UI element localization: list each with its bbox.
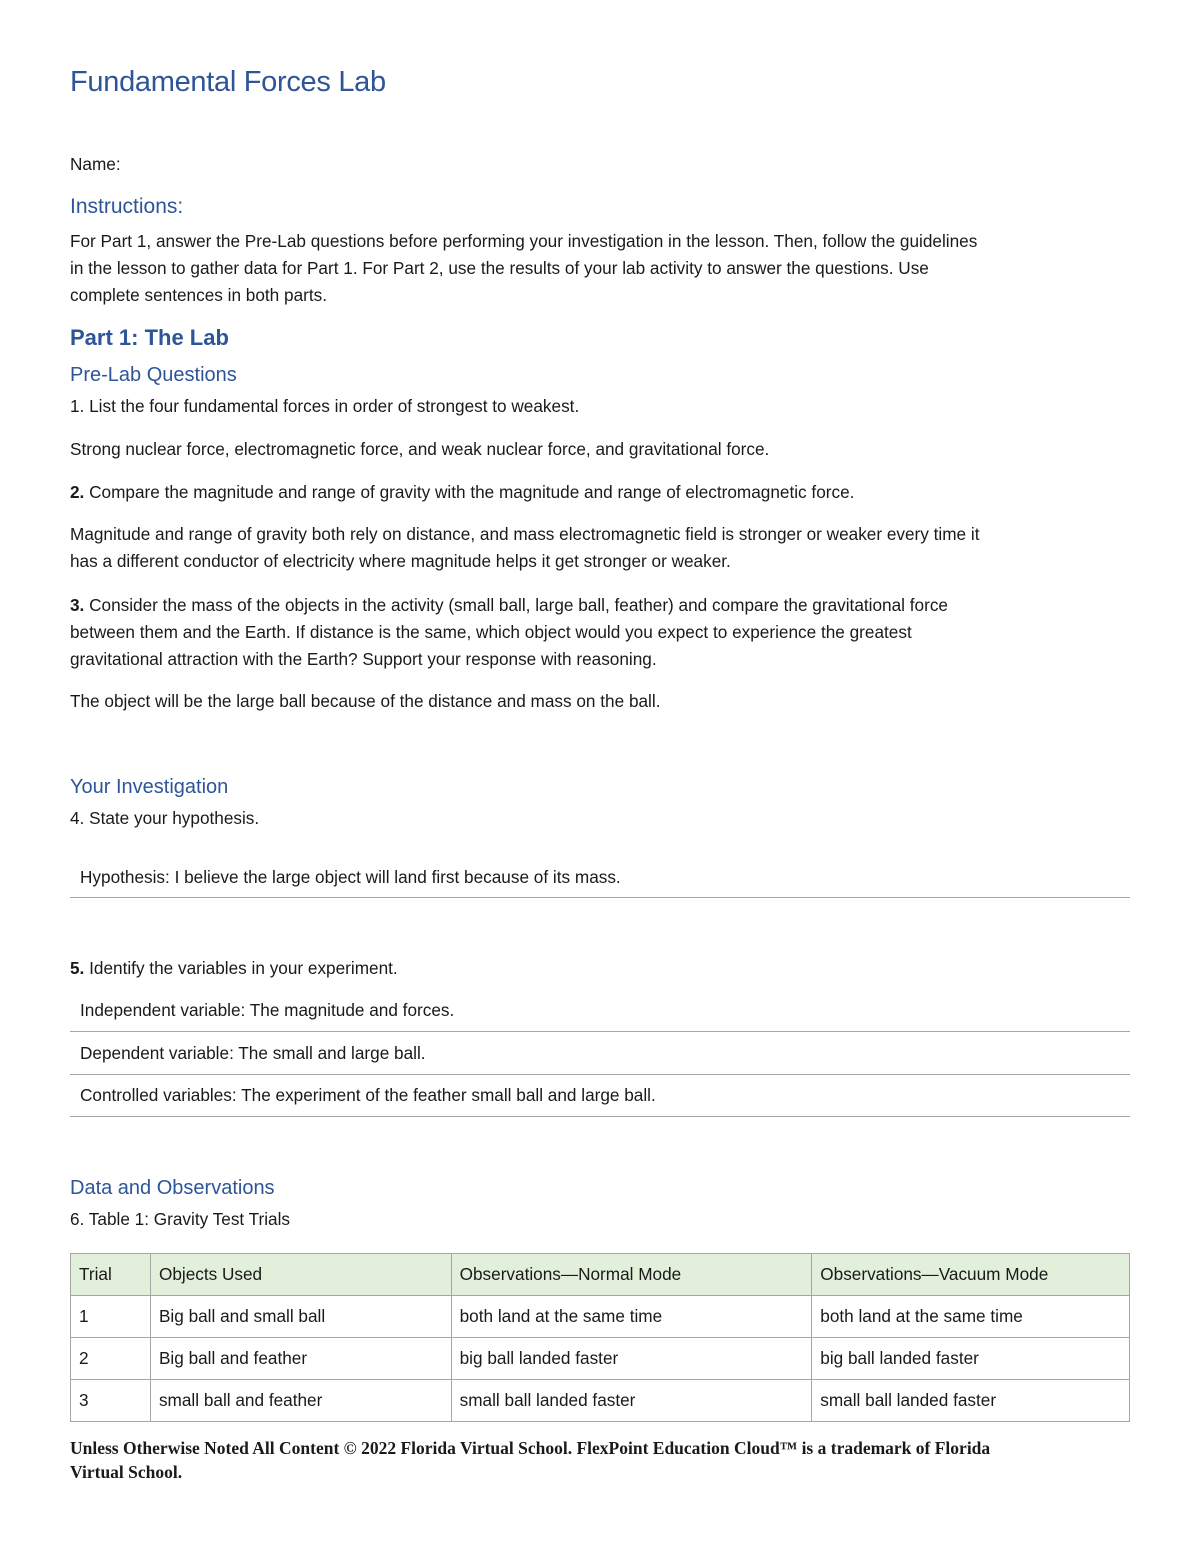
table-cell[interactable]: big ball landed faster: [451, 1338, 812, 1380]
footer-line: Virtual School.: [70, 1462, 183, 1482]
question-text: Consider the mass of the objects in the activity (small ball, large ball, feather) and compare the gravitational force: [84, 595, 948, 615]
question-2: [70, 479, 854, 506]
controlled-variables-field[interactable]: Controlled variables: The experiment of the feather small ball and large ball.: [70, 1082, 1130, 1117]
copyright-footer: [70, 1436, 1110, 1484]
table-cell[interactable]: Big ball and feather: [150, 1338, 451, 1380]
instructions-text: [70, 228, 1140, 309]
question-text: between them and the Earth. If distance is the same, which object would you expect to experience the greatest: [70, 622, 912, 642]
question-5: [70, 955, 398, 982]
table-row: [71, 1380, 1130, 1422]
page-title: Fundamental Forces Lab: [70, 66, 386, 98]
table-cell[interactable]: both land at the same time: [812, 1296, 1130, 1338]
table-cell[interactable]: Big ball and small ball: [150, 1296, 451, 1338]
table-cell[interactable]: 1: [71, 1296, 151, 1338]
dependent-variable-field[interactable]: Dependent variable: The small and large ball.: [70, 1040, 1130, 1075]
data-heading: Data and Observations: [70, 1177, 275, 1199]
name-label: Name:: [70, 154, 121, 174]
table-cell[interactable]: both land at the same time: [451, 1296, 812, 1338]
part1-heading: Part 1: The Lab: [70, 325, 229, 350]
table-row: [71, 1338, 1130, 1380]
table-cell[interactable]: small ball landed faster: [812, 1380, 1130, 1422]
answer-2: [70, 521, 1140, 575]
instructions-line: For Part 1, answer the Pre-Lab questions before performing your investigation in the lesson. Then, follow the guidelines: [70, 231, 978, 251]
header-trial: Trial: [71, 1254, 151, 1296]
question-text: gravitational attraction with the Earth? Support your response with reasoning.: [70, 649, 657, 669]
hypothesis-field[interactable]: Hypothesis: I believe the large object will land first because of its mass.: [70, 864, 1130, 898]
table-caption: 6. Table 1: Gravity Test Trials: [70, 1209, 291, 1229]
question-text: Compare the magnitude and range of gravity with the magnitude and range of electromagnetic force.: [84, 482, 855, 502]
question-text: Identify the variables in your experiment.: [84, 958, 398, 978]
table-cell[interactable]: small ball and feather: [150, 1380, 451, 1422]
question-number: 5.: [70, 958, 85, 978]
investigation-heading: Your Investigation: [70, 776, 229, 798]
table-row: [71, 1296, 1130, 1338]
instructions-heading: Instructions:: [70, 195, 184, 218]
question-number: 3.: [70, 595, 85, 615]
table-cell[interactable]: small ball landed faster: [451, 1380, 812, 1422]
prelab-heading: Pre-Lab Questions: [70, 364, 237, 386]
table-cell[interactable]: 2: [71, 1338, 151, 1380]
independent-variable-field[interactable]: Independent variable: The magnitude and forces.: [70, 997, 1130, 1032]
instructions-line: in the lesson to gather data for Part 1. For Part 2, use the results of your lab activity to answer the questions. Use: [70, 258, 929, 278]
question-3: [70, 592, 1140, 673]
answer-line: Magnitude and range of gravity both rely on distance, and mass electromagnetic field is stronger or weaker every time it: [70, 524, 980, 544]
footer-line: Unless Otherwise Noted All Content © 2022 Florida Virtual School. FlexPoint Education Cloud™ is a trademark of Florida: [70, 1438, 991, 1458]
question-number: 2.: [70, 482, 85, 502]
header-normal-mode: Observations—Normal Mode: [451, 1254, 812, 1296]
question-1: 1. List the four fundamental forces in order of strongest to weakest.: [70, 396, 580, 416]
gravity-trials-table: [70, 1253, 1130, 1422]
answer-1: Strong nuclear force, electromagnetic force, and weak nuclear force, and gravitational force.: [70, 439, 770, 459]
header-objects: Objects Used: [150, 1254, 451, 1296]
answer-line: has a different conductor of electricity where magnitude helps it get stronger or weaker.: [70, 551, 731, 571]
answer-3: The object will be the large ball because of the distance and mass on the ball.: [70, 691, 661, 711]
table-cell[interactable]: big ball landed faster: [812, 1338, 1130, 1380]
table-cell[interactable]: 3: [71, 1380, 151, 1422]
table-header-row: [71, 1254, 1130, 1296]
instructions-line: complete sentences in both parts.: [70, 285, 328, 305]
header-vacuum-mode: Observations—Vacuum Mode: [812, 1254, 1130, 1296]
question-4: 4. State your hypothesis.: [70, 808, 260, 828]
